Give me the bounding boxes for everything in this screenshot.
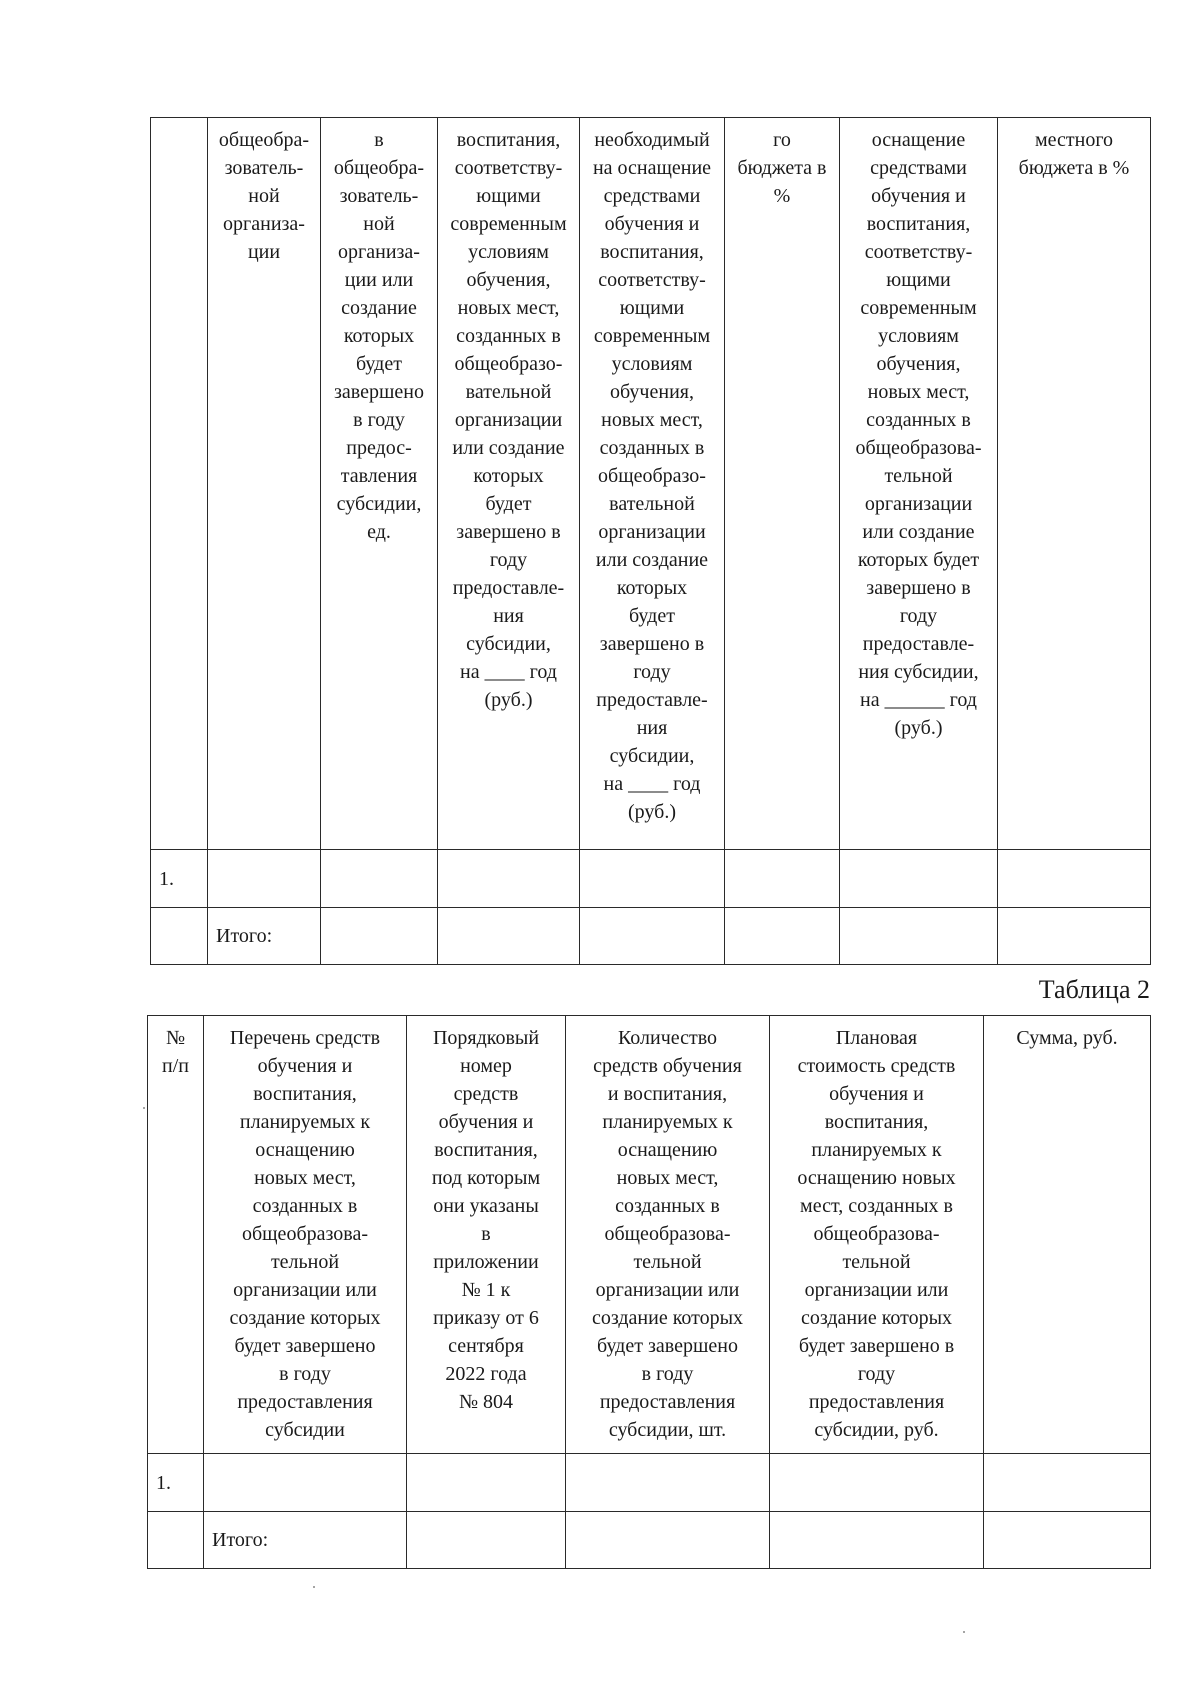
table-cell (566, 1454, 770, 1512)
scan-speck (963, 1631, 965, 1633)
table-1-header-cell-1: общеобра- зователь- ной организа- ции (208, 118, 321, 850)
row-number: 1. (148, 1454, 204, 1512)
table-1-header-cell-0 (151, 118, 208, 850)
table-2-header-cell-1: Перечень средств обучения и воспитания, планируемых к оснащению новых мест, созданных в общеобразова- тельной организации или создание которых будет завершено в году предоставления субсидии (204, 1016, 407, 1454)
table-cell (725, 908, 840, 965)
table-1-header-cell-5: го бюджета в % (725, 118, 840, 850)
table-cell (984, 1512, 1151, 1569)
table-cell (770, 1454, 984, 1512)
table-cell (204, 1454, 407, 1512)
table-cell (840, 850, 998, 908)
table-cell (840, 908, 998, 965)
table-cell (998, 850, 1151, 908)
table-row (148, 1454, 1151, 1512)
scan-speck (313, 1586, 315, 1588)
table-2 (147, 1015, 1151, 1569)
scan-speck (143, 1107, 145, 1109)
table-2-header-cell-5: Сумма, руб. (984, 1016, 1151, 1454)
table-cell (321, 850, 438, 908)
table-cell (148, 1512, 204, 1569)
total-label: Итого: (204, 1512, 407, 1569)
table-cell (998, 908, 1151, 965)
total-row (148, 1512, 1151, 1569)
table-1-header-cell-4: необходимый на оснащение средствами обучения и воспитания, соответству- ющими современным условиям обучения, новых мест, созданных в общеобразо- вательной организации или создание которых будет завершено в году предоставле- ния субсидии, на ____ год (руб.) (580, 118, 725, 850)
table-cell (580, 908, 725, 965)
table-cell (438, 850, 580, 908)
table-cell (151, 908, 208, 965)
total-row (151, 908, 1151, 965)
table-cell (984, 1454, 1151, 1512)
table-cell (407, 1512, 566, 1569)
table-cell (208, 850, 321, 908)
total-label: Итого: (208, 908, 321, 965)
table-cell (321, 908, 438, 965)
table-2-caption: Таблица 2 (1038, 975, 1150, 1004)
table-cell (566, 1512, 770, 1569)
table-cell (438, 908, 580, 965)
table-1-header-cell-2: в общеобра- зователь- ной организа- ции или создание которых будет завершено в году предос- тавления субсидии, ед. (321, 118, 438, 850)
table-2-header-cell-4: Плановая стоимость средств обучения и воспитания, планируемых к оснащению новых мест, созданных в общеобразова- тельной организации или создание которых будет завершено в году предоставления субсидии, руб. (770, 1016, 984, 1454)
table-1-header-row (151, 118, 1151, 850)
row-number: 1. (151, 850, 208, 908)
table-cell (407, 1454, 566, 1512)
table-row (151, 850, 1151, 908)
table-2-header-row (148, 1016, 1151, 1454)
table-cell (580, 850, 725, 908)
table-1 (150, 117, 1151, 965)
table-2-header-cell-3: Количество средств обучения и воспитания, планируемых к оснащению новых мест, созданных в общеобразова- тельной организации или создание которых будет завершено в году предоставления субсидии, шт. (566, 1016, 770, 1454)
table-cell (770, 1512, 984, 1569)
table-cell (725, 850, 840, 908)
table-1-header-cell-6: оснащение средствами обучения и воспитания, соответству- ющими современным условиям обучения, новых мест, созданных в общеобразова- тельной организации или создание которых будет завершено в году предоставле- ния субсидии, на ______ год (руб.) (840, 118, 998, 850)
table-1-header-cell-3: воспитания, соответству- ющими современным условиям обучения, новых мест, созданных в общеобразо- вательной организации или создание которых будет завершено в году предоставле- ния субсидии, на ____ год (руб.) (438, 118, 580, 850)
table-2-header-cell-0: № п/п (148, 1016, 204, 1454)
table-2-header-cell-2: Порядковый номер средств обучения и воспитания, под которым они указаны в приложении № 1 к приказу от 6 сентября 2022 года № 804 (407, 1016, 566, 1454)
table-1-header-cell-7: местного бюджета в % (998, 118, 1151, 850)
